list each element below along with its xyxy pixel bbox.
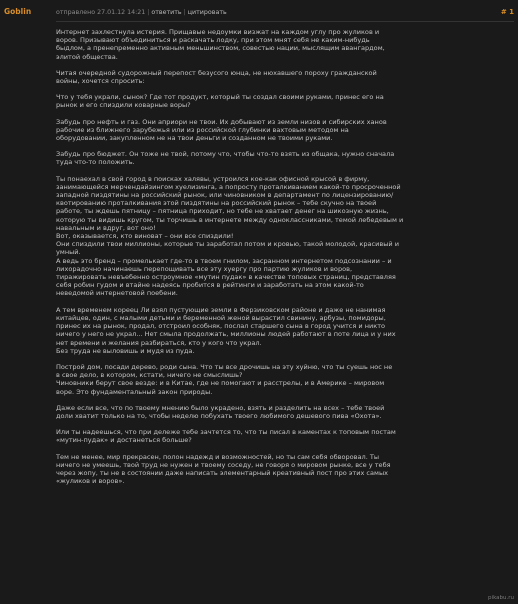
paragraph: Тем не менее, мир прекрасен, полон надежд и возможностей, но ты сам себя обворовал. Ты ничего не умеешь, твой труд не нужен и твоему соседу, не говоря о мировом рынке, все у тебя через жопу, ты не в состоянии даже написать элементарный креативный пост про этих самых «жуликов и воров». [56, 452, 391, 486]
paragraph: Забудь про бюджет. Он тоже не твой, потому что, чтобы что-то взять из общака, нужно сначала туда что-то положить. [56, 150, 395, 167]
author-name[interactable]: Goblin [4, 7, 32, 16]
paragraph: Интернет захлестнула истерия. Прищавые недоумки визжат на каждом углу про жуликов и воров. Призывают объединиться и раскачать лодку, при этом мнят себя не каким-нибудь быдлом, а пренепременно активным меньшинством, совестью нации, мыслящим авангардом, элитой общества. [56, 28, 385, 61]
post-number[interactable]: # 1 [500, 8, 514, 16]
reply-link[interactable]: ответить [151, 9, 182, 16]
watermark-text: pikabu.ru [488, 595, 514, 601]
post-body [56, 28, 508, 493]
paragraph: А тем временем кореец Ли взял пустующие земли в Ферзиковском районе и даже не нанимая китайцев, один, с малыми детьми и беременной женой вырастил свинину, арбузы, помидоры, принес их на рынок, продал, отстроил особняк, послал старшего сына в город учится и никто ничего у него не украл... Нет смыла продолжать, миллионы людей работают в поте лица и у них нет времени и желания разбираться, кто у кого что украл. Без труда не выловишь и мудя из пуда. [56, 305, 396, 355]
paragraph: Построй дом, посади дерево, роди сына. Что ты все дрочишь на эту хуйню, что ты суешь нос не в свое дело, в котором, кстати, ничего не смыслишь? Чиновники берут свое везде: и в Китае, где не помогают и расстрелы, и в Америке – мировом воре. Это фундаментальный закон природы. [56, 362, 393, 396]
post-meta [56, 9, 227, 16]
paragraph: Ты понаехал в свой город в поисках халявы, устроился кое-как офисной крысой в фирму, занимающейся мерчендайзингом хуелизинга, а попросту проталкиванием какой-то просроченной западной пиздятины на российский рынок, или чиновником в департамент по лицензированию/ квотированию проталкивания этой пиздятины на российский рынок – тебе скучно на твоей работе, ты ждешь пятницу – пятница приходит, но тебе не хватает денег на шикозную жизнь, которую ты видишь кругом, ты торчишь в интернете между одноклассниками, темой лебедевым и навальным и вдруг, вот оно! Вот, оказывается, кто виноват – они все спиздили! Они спиздили твои миллионы, которые ты заработал потом и кровью, такой молодой, красивый и умный. А ведь это бренд – промелькает где-то в твоем гнилом, засранном интернетом подсознании – и лихорадочно начинаешь перепощивать все эту хуергу про партию жуликов и воров, тиражировать невъебенно остроумное «мутин пудак» в качестве топовых страниц, представляя себя робин гудом и втайне надеясь пробится в рейтинги и заработать на этом какой-то неведомой интернетовой поебени. [56, 174, 404, 298]
paragraph: Или ты надеешься, что при дележе тебе зачтется то, что ты писал в каментах к топовым постам «мутин-пудак» и достанеться больше? [56, 428, 396, 445]
sent-timestamp: отправлено 27.01.12 14:21 [56, 9, 146, 16]
separator: | [183, 9, 186, 16]
separator: | [147, 9, 150, 16]
paragraph: Что у тебя украли, сынок? Где тот продукт, который ты создал своими руками, принес его на рынок и его спиздили коварные воры? [56, 93, 384, 110]
paragraph: Даже если все, что по твоему мнению было украдено, взять и разделить на всех – тебе твоей доли хватит только на то, чтобы неделю побухать твоего любимого дешевого пива «Охота». [56, 403, 385, 420]
paragraph: Читая очередной судорожный перепост безусого юнца, не нюхавшего пороху гражданской войны, хочется спросить: [56, 68, 377, 86]
quote-link[interactable]: цитировать [187, 9, 227, 16]
post-header [56, 7, 514, 22]
paragraph: Забудь про нефть и газ. Они априори не твои. Их добывают из земли низов и сибирских ханов рабочие из ближнего зарубежья или из российской глубинки вахтовым методом на оборудовании, закупленном не на твои деньги и созданном не твоими руками. [56, 117, 387, 143]
